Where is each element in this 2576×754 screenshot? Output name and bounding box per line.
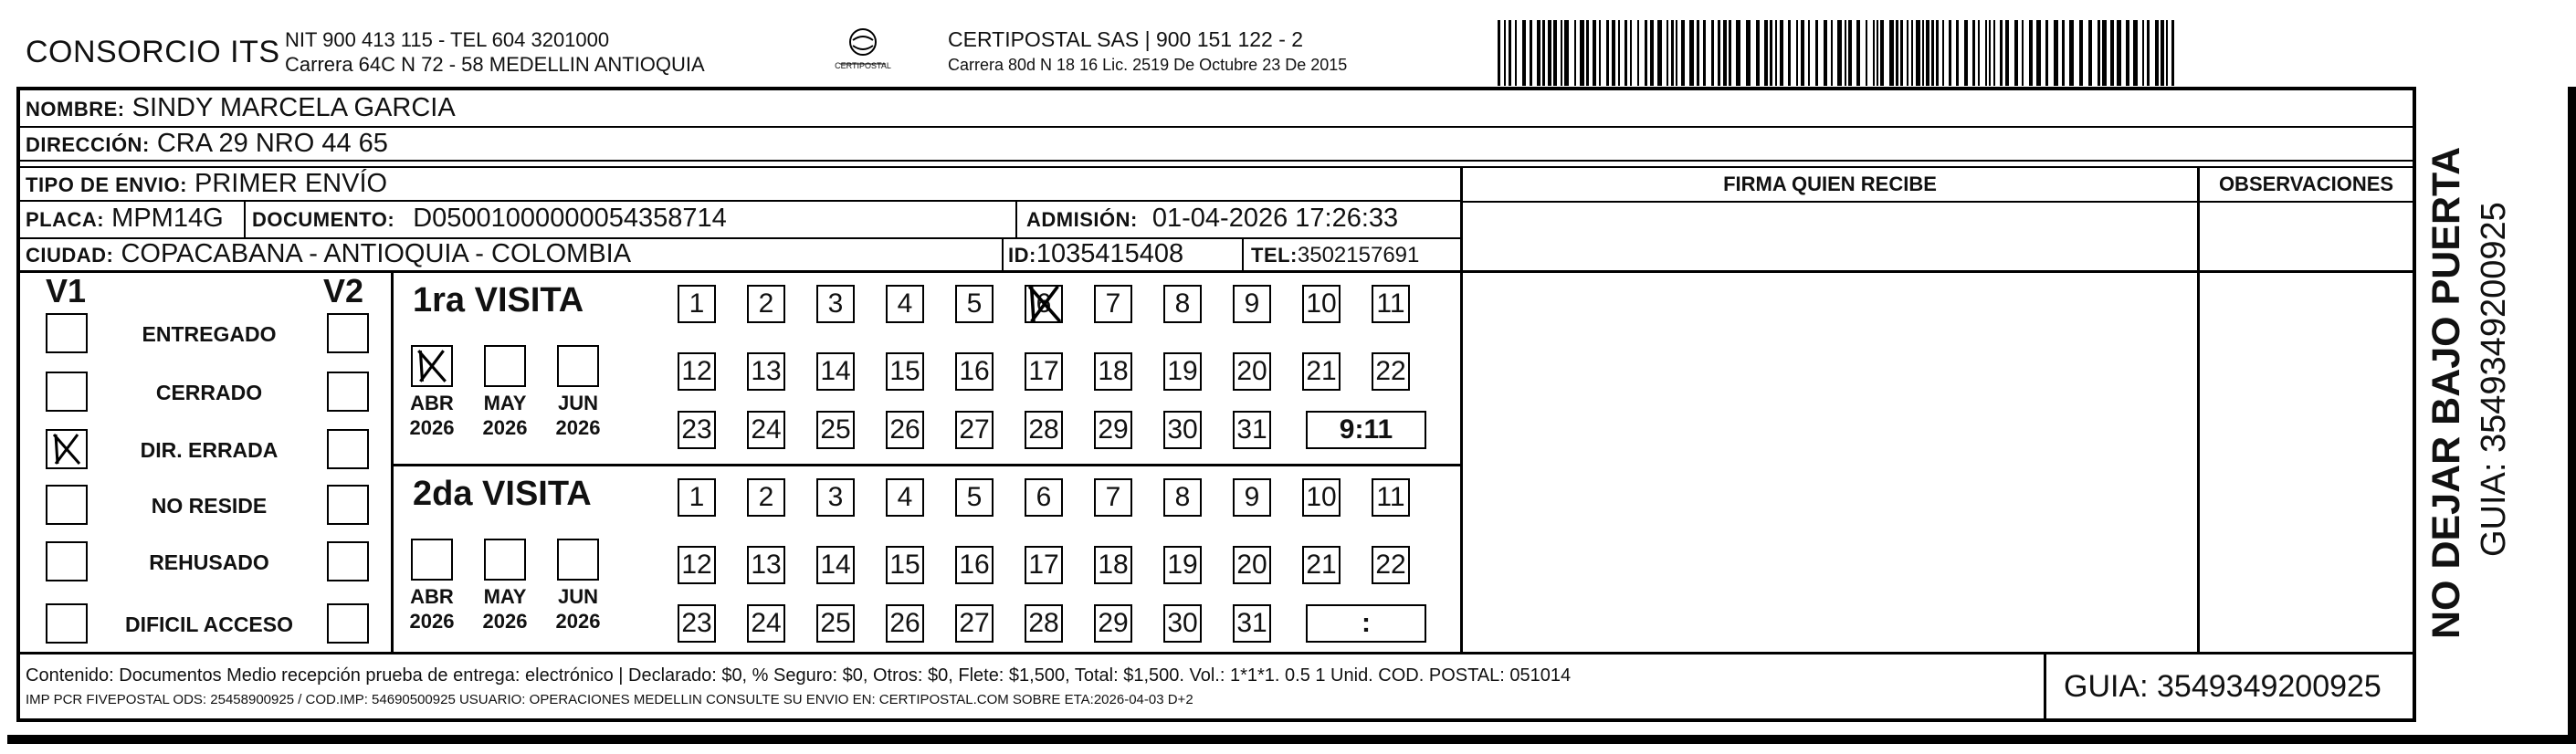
ciudad-field	[26, 239, 631, 269]
month-name: JUN	[557, 585, 598, 608]
month-name: JUN	[557, 392, 598, 414]
day-box[interactable]	[1025, 285, 1063, 323]
carrier-info	[948, 27, 1347, 75]
day-number: 31	[1236, 608, 1267, 638]
carrier-name: CERTIPOSTAL SAS | 900 151 122 - 2	[948, 27, 1304, 51]
day-number: 29	[1098, 608, 1129, 638]
day-box[interactable]	[1163, 285, 1202, 323]
day-box[interactable]	[1163, 604, 1202, 643]
day-number: 6	[1036, 482, 1052, 512]
day-box[interactable]	[1094, 285, 1132, 323]
day-box[interactable]	[816, 546, 855, 584]
day-number: 5	[966, 482, 983, 512]
day-number: 4	[897, 482, 913, 512]
footer-guia: GUIA: 3549349200925	[2064, 669, 2381, 704]
day-number: 27	[959, 608, 990, 638]
tel-field	[1251, 243, 1419, 268]
day-number: 18	[1098, 550, 1129, 580]
admision-field	[1026, 204, 1398, 234]
footer-meta: IMP PCR FIVEPOSTAL ODS: 25458900925 / COD.IMP: 54690500925 USUARIO: OPERACIONES MEDELLIN CONSULTE SU ENVIO EN: CERTIPOSTAL.COM SOBRE ETA:2026-04-03 D+2	[26, 692, 1193, 707]
month-label	[550, 584, 606, 634]
day-box[interactable]	[1163, 546, 1202, 584]
day-number: 18	[1098, 356, 1129, 386]
day-number: 14	[820, 356, 851, 386]
day-number: 13	[751, 356, 782, 386]
day-box[interactable]	[955, 478, 994, 517]
day-box[interactable]	[1302, 546, 1341, 584]
day-number: 22	[1375, 356, 1406, 386]
day-number: 11	[1376, 288, 1405, 319]
month-name: ABR	[410, 585, 454, 608]
day-number: 1	[689, 288, 705, 319]
day-box[interactable]	[1233, 411, 1271, 449]
logo-text: CERTIPOSTAL	[835, 61, 891, 70]
day-box[interactable]	[678, 411, 716, 449]
certipostal-logo	[813, 26, 913, 76]
day-number: 8	[1174, 482, 1191, 512]
day-number: 14	[820, 550, 851, 580]
status-label: DIR. ERRADA	[140, 438, 279, 462]
day-box[interactable]	[1025, 546, 1063, 584]
day-box[interactable]	[1163, 352, 1202, 391]
day-box[interactable]	[1163, 478, 1202, 517]
month-checkbox[interactable]	[484, 345, 526, 387]
company-address: Carrera 64C N 72 - 58 MEDELLIN ANTIOQUIA	[285, 53, 705, 76]
day-number: 1	[689, 482, 705, 512]
day-number: 25	[820, 414, 851, 445]
day-box[interactable]	[1372, 478, 1410, 517]
day-box[interactable]	[747, 604, 785, 643]
placa-label: PLACA:	[26, 208, 105, 231]
day-number: 4	[897, 288, 913, 319]
day-number: 12	[681, 356, 712, 386]
placa-field	[26, 204, 224, 234]
day-number: 15	[889, 356, 920, 386]
month-label	[404, 584, 460, 634]
v1-header: V1	[46, 272, 87, 309]
day-number: 10	[1306, 288, 1337, 319]
side-warning: NO DEJAR BAJO PUERTA	[2424, 146, 2468, 639]
day-number: 20	[1236, 550, 1267, 580]
day-number: 3	[827, 288, 844, 319]
day-mark-icon	[1023, 281, 1067, 327]
status-label: ENTREGADO	[142, 322, 277, 346]
day-box[interactable]	[678, 285, 716, 323]
day-box[interactable]	[1094, 478, 1132, 517]
month-checkbox[interactable]	[484, 539, 526, 581]
day-number: 9	[1244, 288, 1260, 319]
time-value: 9:11	[1339, 414, 1393, 445]
observaciones-header: OBSERVACIONES	[2218, 173, 2394, 195]
day-number: 26	[889, 608, 920, 638]
company-name: CONSORCIO ITS	[26, 35, 280, 69]
month-label	[477, 391, 533, 440]
visit-title: 1ra VISITA	[413, 281, 584, 319]
day-number: 30	[1167, 608, 1198, 638]
day-box[interactable]	[886, 285, 924, 323]
admision-label: ADMISIÓN:	[1026, 208, 1138, 231]
direccion-label: DIRECCIÓN:	[26, 133, 150, 156]
day-box[interactable]	[1302, 352, 1341, 391]
month-name: MAY	[483, 392, 527, 414]
day-box[interactable]	[816, 604, 855, 643]
day-number: 16	[959, 356, 990, 386]
v1-checkbox[interactable]	[46, 313, 88, 353]
day-box[interactable]	[886, 411, 924, 449]
day-box[interactable]	[678, 478, 716, 517]
v2-checkbox[interactable]	[327, 485, 369, 525]
day-box[interactable]	[955, 604, 994, 643]
day-number: 9	[1244, 482, 1260, 512]
status-label: NO RESIDE	[151, 494, 268, 518]
day-number: 23	[681, 608, 712, 638]
direccion-field	[26, 129, 388, 159]
admision-value: 01-04-2026 17:26:33	[1151, 204, 1399, 233]
month-year: 2026	[555, 610, 601, 633]
day-box[interactable]	[1233, 478, 1271, 517]
day-number: 28	[1028, 414, 1059, 445]
day-number: 20	[1236, 356, 1267, 386]
day-number: 2	[758, 288, 774, 319]
firma-header: FIRMA QUIEN RECIBE	[1723, 173, 1937, 195]
v2-checkbox[interactable]	[327, 372, 369, 412]
day-number: 2	[758, 482, 774, 512]
id-field	[1008, 239, 1183, 269]
nombre-field	[26, 93, 456, 123]
month-label	[477, 584, 533, 634]
day-box[interactable]	[1372, 546, 1410, 584]
month-year: 2026	[555, 416, 601, 439]
v2-checkbox[interactable]	[327, 603, 369, 644]
day-box[interactable]	[886, 604, 924, 643]
day-box[interactable]	[747, 411, 785, 449]
v1-checkbox[interactable]	[46, 541, 88, 581]
day-box[interactable]	[886, 352, 924, 391]
day-box[interactable]	[1094, 604, 1132, 643]
day-number: 16	[959, 550, 990, 580]
day-number: 8	[1174, 288, 1191, 319]
day-number: 27	[959, 414, 990, 445]
tel-value: 3502157691	[1297, 243, 1420, 267]
day-box[interactable]	[1233, 546, 1271, 584]
v1-checkbox[interactable]	[46, 603, 88, 644]
day-box[interactable]	[955, 546, 994, 584]
status-label: CERRADO	[155, 381, 263, 404]
day-number: 24	[751, 608, 782, 638]
month-checkbox[interactable]	[557, 539, 599, 581]
month-checkbox[interactable]	[411, 345, 453, 387]
day-number: 21	[1306, 356, 1337, 386]
documento-field	[252, 204, 727, 234]
day-box[interactable]	[1302, 478, 1341, 517]
status-label: DIFICIL ACCESO	[124, 613, 293, 636]
day-box[interactable]	[1163, 411, 1202, 449]
v1-checkbox[interactable]	[46, 485, 88, 525]
day-box[interactable]	[678, 546, 716, 584]
day-box[interactable]	[1233, 352, 1271, 391]
day-number: 7	[1105, 288, 1121, 319]
day-number: 22	[1375, 550, 1406, 580]
day-box[interactable]	[1025, 604, 1063, 643]
day-box[interactable]	[1025, 352, 1063, 391]
tipo-envio-value: PRIMER ENVÍO	[194, 169, 388, 198]
month-checkbox[interactable]	[411, 539, 453, 581]
day-number: 17	[1028, 356, 1059, 386]
day-number: 21	[1306, 550, 1337, 580]
nombre-label: NOMBRE:	[26, 98, 125, 120]
day-number: 7	[1105, 482, 1121, 512]
side-guia: GUIA: 3549349200925	[2475, 202, 2513, 557]
day-number: 10	[1306, 482, 1337, 512]
month-name: MAY	[483, 585, 527, 608]
day-box[interactable]	[1302, 285, 1341, 323]
day-box[interactable]	[747, 352, 785, 391]
tipo-envio-field	[26, 169, 387, 199]
placa-value: MPM14G	[111, 204, 224, 233]
ciudad-label: CIUDAD:	[26, 244, 114, 267]
day-box[interactable]	[1025, 411, 1063, 449]
day-number: 30	[1167, 414, 1198, 445]
footer-content: Contenido: Documentos Medio recepción prueba de entrega: electrónico | Declarado: $0, % Seguro: $0, Otros: $0, Flete: $1,500, Total: $1,500. Vol.: 1*1*1. 0.5 1 Unid. COD. POSTAL: 051014	[26, 665, 1572, 686]
day-number: 3	[827, 482, 844, 512]
tel-label: TEL:	[1251, 244, 1298, 267]
v2-checkbox[interactable]	[327, 429, 369, 469]
v2-checkbox[interactable]	[327, 313, 369, 353]
carrier-address: Carrera 80d N 18 16 Lic. 2519 De Octubre 23 De 2015	[948, 56, 1348, 74]
v1-checkbox[interactable]	[46, 372, 88, 412]
day-box[interactable]	[886, 546, 924, 584]
tipo-envio-label: TIPO DE ENVIO:	[26, 173, 187, 196]
documento-value: D05001000000054358714	[413, 204, 727, 233]
day-number: 28	[1028, 608, 1059, 638]
month-label	[404, 391, 460, 440]
month-name: ABR	[410, 392, 454, 414]
month-checkbox[interactable]	[557, 345, 599, 387]
direccion-value: CRA 29 NRO 44 65	[156, 129, 388, 158]
day-box[interactable]	[1025, 478, 1063, 517]
documento-label: DOCUMENTO:	[252, 208, 395, 231]
day-box[interactable]	[1094, 352, 1132, 391]
ciudad-value: COPACABANA - ANTIOQUIA - COLOMBIA	[121, 239, 632, 268]
day-box[interactable]	[1233, 285, 1271, 323]
day-box[interactable]	[816, 285, 855, 323]
day-box[interactable]	[1233, 604, 1271, 643]
v2-header: V2	[323, 272, 364, 309]
company-nit: NIT 900 413 115 - TEL 604 3201000	[285, 28, 610, 51]
day-number: 24	[751, 414, 782, 445]
day-number: 17	[1028, 550, 1059, 580]
v1-checkbox[interactable]	[46, 429, 88, 469]
time-box[interactable]	[1306, 411, 1426, 449]
day-box[interactable]	[1372, 352, 1410, 391]
day-number: 19	[1167, 356, 1198, 386]
company-info	[285, 27, 705, 77]
day-number: 25	[820, 608, 851, 638]
id-label: ID:	[1008, 244, 1036, 267]
day-box[interactable]	[747, 478, 785, 517]
status-label: REHUSADO	[149, 550, 269, 574]
day-number: 12	[681, 550, 712, 580]
month-label	[550, 391, 606, 440]
day-box[interactable]	[955, 411, 994, 449]
day-box[interactable]	[955, 285, 994, 323]
id-value: 1035415408	[1036, 239, 1184, 268]
month-year: 2026	[482, 610, 528, 633]
day-box[interactable]	[955, 352, 994, 391]
day-box[interactable]	[816, 352, 855, 391]
day-box[interactable]	[747, 546, 785, 584]
month-year: 2026	[409, 610, 455, 633]
day-box[interactable]	[1372, 285, 1410, 323]
day-box[interactable]	[1094, 411, 1132, 449]
day-number: 13	[751, 550, 782, 580]
day-number: 11	[1376, 482, 1405, 512]
day-box[interactable]	[816, 478, 855, 517]
day-number: 23	[681, 414, 712, 445]
day-number: 6	[1036, 288, 1052, 319]
day-box[interactable]	[747, 285, 785, 323]
nombre-value: SINDY MARCELA GARCIA	[131, 93, 456, 122]
month-year: 2026	[409, 416, 455, 439]
time-value: :	[1362, 608, 1371, 638]
day-number: 5	[966, 288, 983, 319]
day-box[interactable]	[678, 352, 716, 391]
month-year: 2026	[482, 416, 528, 439]
day-number: 29	[1098, 414, 1129, 445]
barcode	[1498, 20, 2178, 86]
time-box[interactable]	[1306, 604, 1426, 643]
visit-title: 2da VISITA	[413, 475, 592, 513]
day-number: 19	[1167, 550, 1198, 580]
v2-checkbox[interactable]	[327, 541, 369, 581]
day-number: 26	[889, 414, 920, 445]
day-box[interactable]	[1094, 546, 1132, 584]
day-box[interactable]	[886, 478, 924, 517]
day-box[interactable]	[816, 411, 855, 449]
day-number: 31	[1236, 414, 1267, 445]
day-number: 15	[889, 550, 920, 580]
day-box[interactable]	[678, 604, 716, 643]
